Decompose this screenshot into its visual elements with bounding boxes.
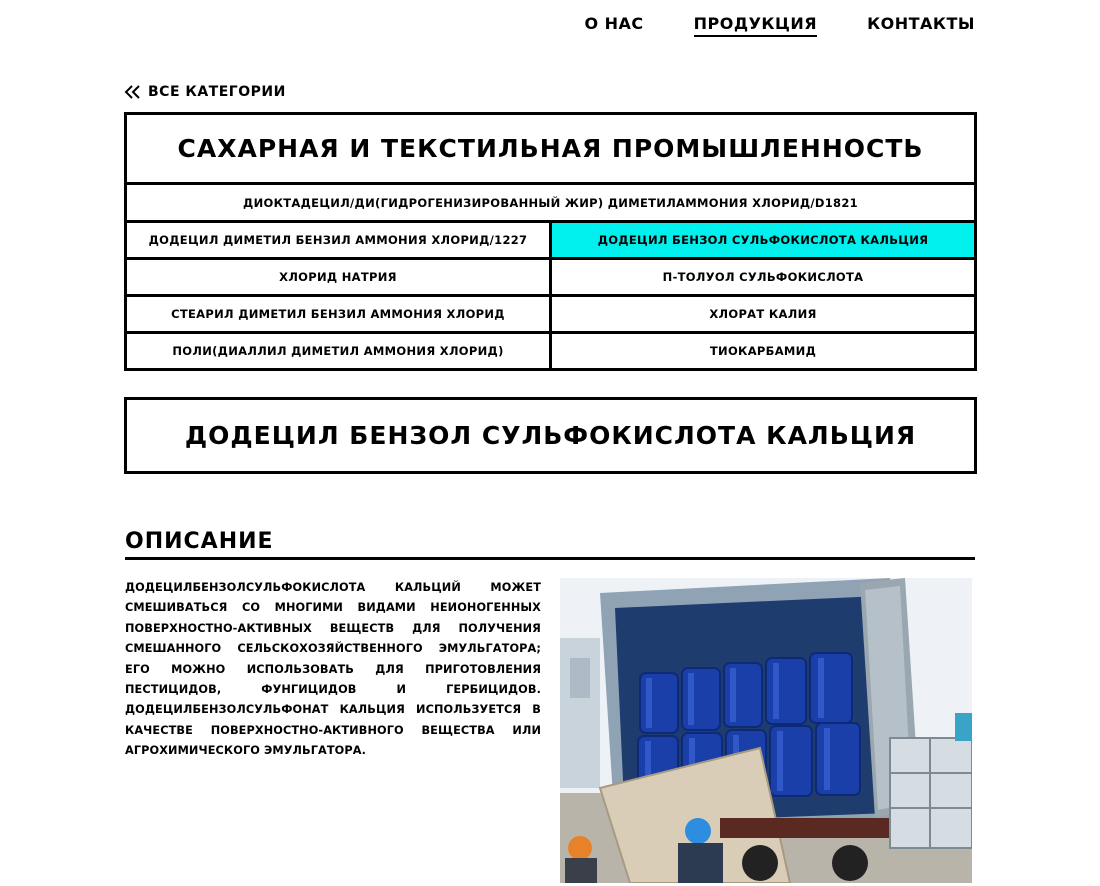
product-link[interactable]: П-ТОЛУОЛ СУЛЬФОКИСЛОТА xyxy=(549,260,974,294)
category-title: САХАРНАЯ И ТЕКСТИЛЬНАЯ ПРОМЫШЛЕННОСТЬ xyxy=(127,115,974,185)
product-link[interactable]: ХЛОРАТ КАЛИЯ xyxy=(549,297,974,331)
product-link[interactable]: ТИОКАРБАМИД xyxy=(549,334,974,368)
all-categories-label: ВСЕ КАТЕГОРИИ xyxy=(148,84,286,100)
product-title: ДОДЕЦИЛ БЕНЗОЛ СУЛЬФОКИСЛОТА КАЛЬЦИЯ xyxy=(124,397,977,474)
top-nav xyxy=(584,14,975,37)
product-link[interactable]: ДИОКТАДЕЦИЛ/ДИ(ГИДРОГЕНИЗИРОВАННЫЙ ЖИР) ДИМЕТИЛАММОНИЯ ХЛОРИД/D1821 xyxy=(243,195,858,210)
nav-item-about[interactable]: О НАС xyxy=(584,14,644,33)
product-link[interactable]: СТЕАРИЛ ДИМЕТИЛ БЕНЗИЛ АММОНИЯ ХЛОРИД xyxy=(171,307,505,321)
description-heading: ОПИСАНИЕ xyxy=(125,529,975,560)
product-row xyxy=(127,297,974,334)
nav-item-products[interactable]: ПРОДУКЦИЯ xyxy=(694,14,817,37)
product-row xyxy=(127,260,974,297)
all-categories-link[interactable] xyxy=(124,84,286,100)
product-row xyxy=(127,334,974,368)
product-row xyxy=(127,223,974,260)
nav-item-contacts[interactable]: КОНТАКТЫ xyxy=(867,14,975,33)
category-table xyxy=(124,112,977,371)
product-row xyxy=(127,185,974,223)
double-chevron-left-icon xyxy=(124,85,142,99)
product-photo xyxy=(560,578,972,883)
product-link[interactable]: ХЛОРИД НАТРИЯ xyxy=(279,270,397,284)
product-link[interactable]: ДОДЕЦИЛ ДИМЕТИЛ БЕНЗИЛ АММОНИЯ ХЛОРИД/1227 xyxy=(148,233,528,247)
description-text: ДОДЕЦИЛБЕНЗОЛСУЛЬФОКИСЛОТА КАЛЬЦИЙ МОЖЕТ СМЕШИВАТЬСЯ СО МНОГИМИ ВИДАМИ НЕИОНОГЕННЫХ ПОВЕРХНОСТНО-АКТИВНЫХ ВЕЩЕСТВ ДЛЯ ПОЛУЧЕНИЯ СМЕШАННОГО СЕЛЬСКОХОЗЯЙСТВЕННОГО ЭМУЛЬГАТОРА; ЕГО МОЖНО ИСПОЛЬЗОВАТЬ ДЛЯ ПРИГОТОВЛЕНИЯ ПЕСТИЦИДОВ, ФУНГИЦИДОВ И ГЕРБИЦИДОВ. ДОДЕЦИЛБЕНЗОЛСУЛЬФОНАТ КАЛЬЦИЯ ИСПОЛЬЗУЕТСЯ В КАЧЕСТВЕ ПОВЕРХНОСТНО-АКТИВНОГО ВЕЩЕСТВА ИЛИ АГРОХИМИЧЕСКОГО ЭМУЛЬГАТОРА. xyxy=(125,581,541,758)
product-link-selected[interactable]: ДОДЕЦИЛ БЕНЗОЛ СУЛЬФОКИСЛОТА КАЛЬЦИЯ xyxy=(549,223,974,257)
product-link[interactable]: ПОЛИ(ДИАЛЛИЛ ДИМЕТИЛ АММОНИЯ ХЛОРИД) xyxy=(172,344,504,358)
